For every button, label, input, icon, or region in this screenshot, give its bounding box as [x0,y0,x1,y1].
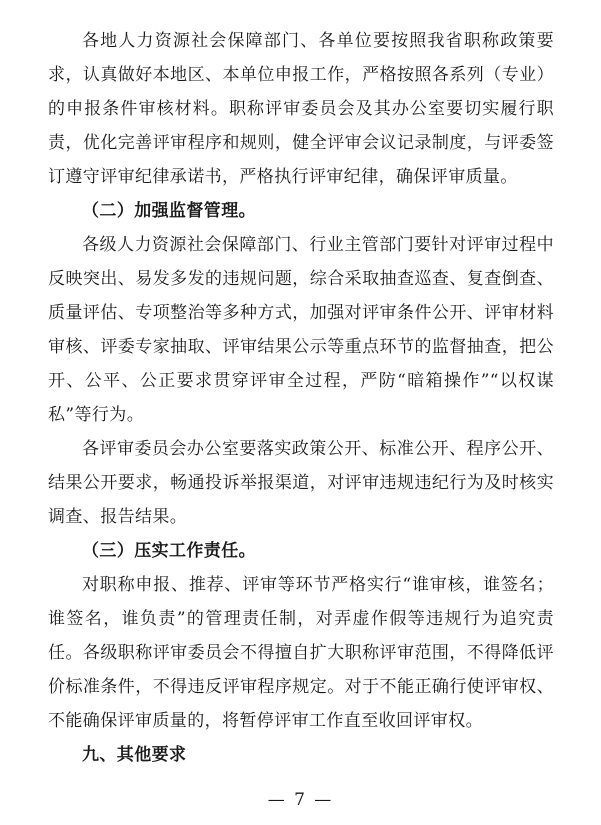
heading-other-requirements: 九、其他要求 [82,745,187,765]
heading-work-responsibility: （三）压实工作责任。 [82,541,256,561]
heading-strengthen-supervision: （二）加强监督管理。 [82,201,256,221]
paragraph-responsibility-system: 对职称申报、推荐、评审等环节严格实行“谁审核，谁签名；谁签名，谁负责”的管理责任制，对弄虚作假等违规行为追究责任。各级职称评审委员会不得擅自扩大职称评审范围，不得降低评价标准条件，不得违反评审程序规定。对于不能正确行使评审权、不能确保评审质量的，将暂停评审工作直至收回评审权。 [48,575,554,731]
paragraph-review-responsibility: 各地人力资源社会保障部门、各单位要按照我省职称政策要求，认真做好本地区、本单位申报工作，严格按照各系列（专业）的申报条件审核材料。职称评审委员会及其办公室要切实履行职责，优化完善评审程序和规则，健全评审会议记录制度，与评委签订遵守评审纪律承诺书，严格执行评审纪律，确保评审质量。 [48,31,554,187]
paragraph-transparency-requirements: 各评审委员会办公室要落实政策公开、标准公开、程序公开、结果公开要求，畅通投诉举报渠道，对评审违规违纪行为及时核实调查、报告结果。 [48,439,554,527]
page-number: — 7 — [267,790,334,810]
document-body [48,24,554,772]
paragraph-supervision-measures: 各级人力资源社会保障部门、行业主管部门要针对评审过程中反映突出、易发多发的违规问题，综合采取抽查巡查、复查倒查、质量评估、专项整治等多种方式，加强对评审条件公开、评审材料审核、评委专家抽取、评审结果公示等重点环节的监督抽查，把公开、公平、公正要求贯穿评审全过程，严防“暗箱操作”“以权谋私”等行为。 [48,235,554,425]
